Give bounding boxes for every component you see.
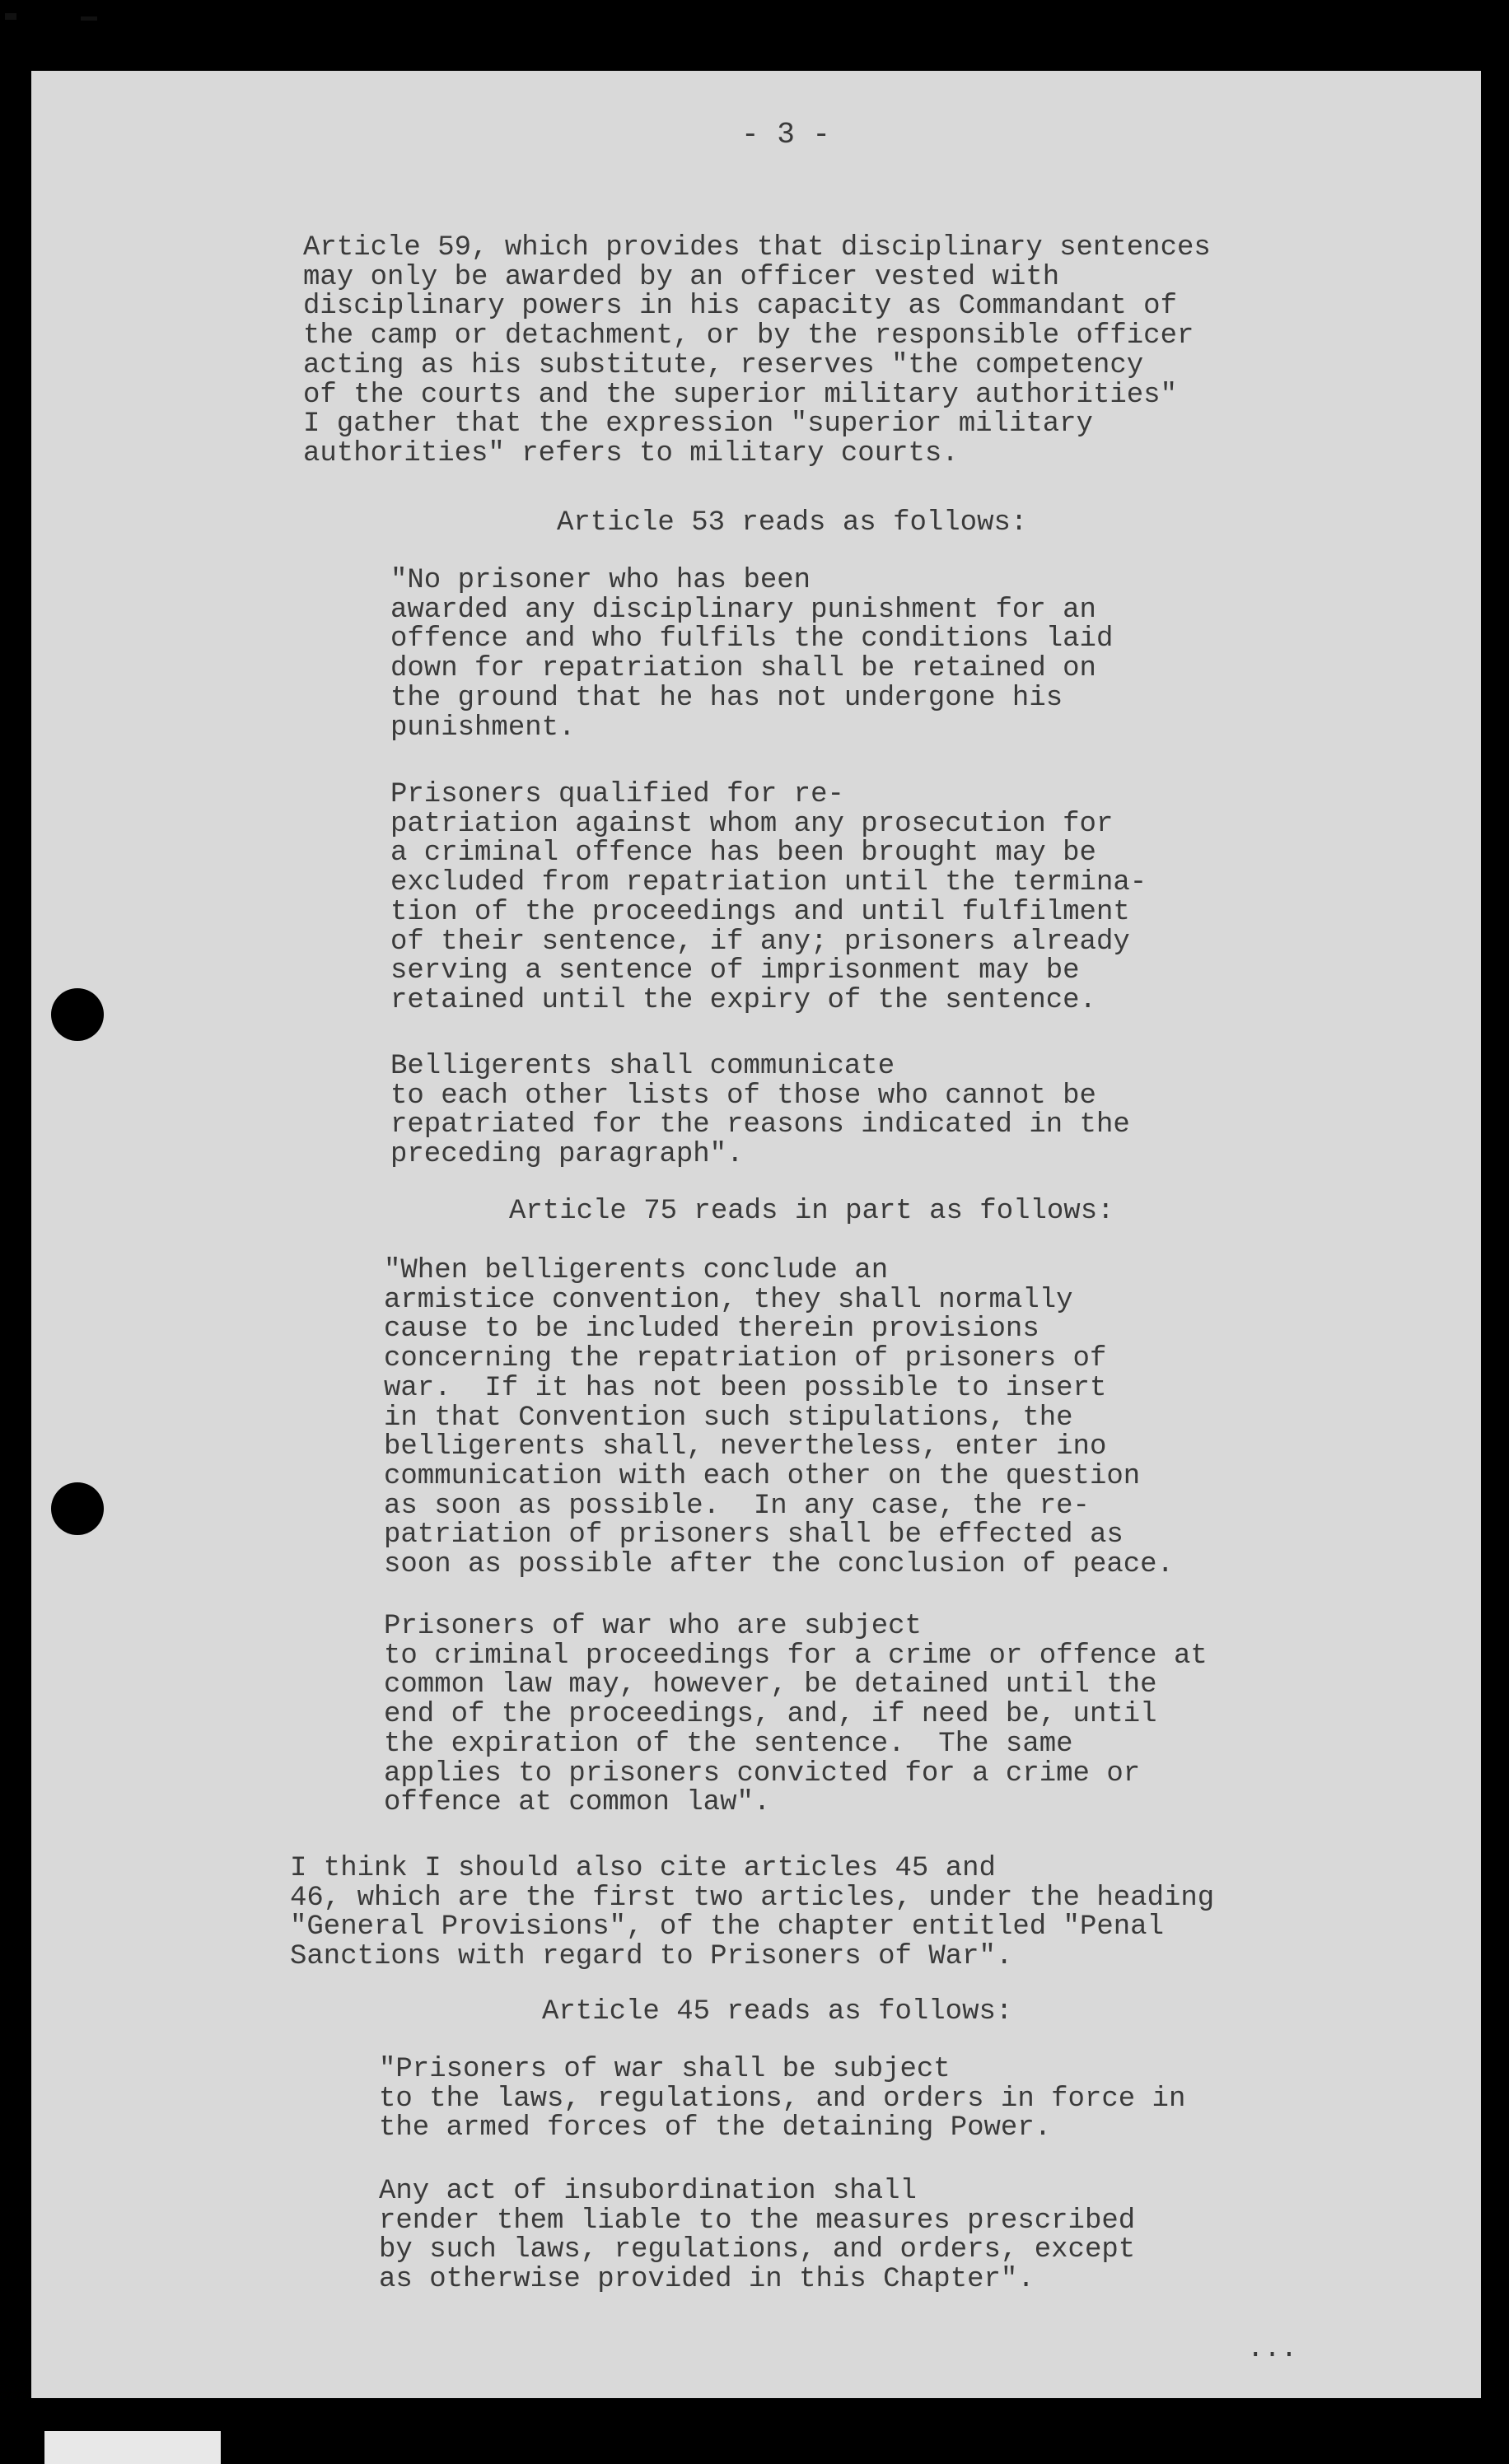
quote-article-53-paragraph-2: Prisoners qualified for re- patriation against whom any prosecution for a criminal offence has been brought may be excluded from repatriation until the termina- tion of the proceedings and until fulfilment of their sentence, if any; prisoners already serving a sentence of imprisonment may be retained until the expiry of the sentence. (390, 779, 1147, 1016)
punch-hole (51, 1482, 104, 1535)
quote-article-75-paragraph-2: Prisoners of war who are subject to criminal proceedings for a crime or offence at common law may, however, be detained until the end of the proceedings, and, if need be, until the expiration of the sentence. The same applies to prisoners convicted for a crime or offence at common law". (384, 1611, 1208, 1819)
paragraph-article-59: Article 59, which provides that disciplinary sentences may only be awarded by an officer vested with disciplinary powers in his capacity as Commandant of the camp or detachment, or by the responsible officer acting as his substitute, reserves "the competency of the courts and the superior military authorities" I gather that the expression "superior military authorities" refers to military courts. (303, 232, 1211, 469)
quote-article-53-paragraph-1: "No prisoner who has been awarded any disciplinary punishment for an offence and who fulfils the conditions laid down for repatriation shall be retained on the ground that he has not undergone his punishment. (390, 565, 1114, 744)
scan-mark (5, 13, 16, 20)
scan-mark (81, 16, 97, 21)
quote-article-53-paragraph-3: Belligerents shall communicate to each other lists of those who cannot be repatriated for the reasons indicated in the preceding paragraph". (390, 1051, 1130, 1171)
scan-label-strip (44, 2431, 221, 2464)
quote-article-45-paragraph-2: Any act of insubordination shall render them liable to the measures prescribed by such laws, regulations, and orders, except as otherwise provided in this Chapter". (379, 2176, 1136, 2296)
heading-article-45: Article 45 reads as follows: (542, 1996, 1013, 2028)
punch-hole (51, 988, 104, 1041)
heading-article-53: Article 53 reads as follows: (557, 507, 1028, 539)
quote-article-75-paragraph-1: "When belligerents conclude an armistice convention, they shall normally cause to be included therein provisions concerning the repatriation of prisoners of war. If it has not been possible to insert in that Convention such stipulations, the belligerents shall, nevertheless, enter ino communication with each other on the question as soon as possible. In any case, the re- patriation of prisoners shall be effected as soon as possible after the conclusion of peace. (384, 1255, 1174, 1581)
page-number: - 3 - (741, 118, 831, 152)
quote-article-45-paragraph-1: "Prisoners of war shall be subject to the laws, regulations, and orders in force in the armed forces of the detaining Power. (379, 2054, 1186, 2144)
heading-article-75: Article 75 reads in part as follows: (509, 1196, 1114, 1227)
paragraph-cite-articles: I think I should also cite articles 45 and 46, which are the first two articles, under the heading "General Provisions", of the chapter entitled "Penal Sanctions with regard to Prisoners of War". (290, 1853, 1215, 1973)
continuation-marker: ... (1247, 2334, 1298, 2365)
document-page (31, 71, 1481, 2398)
